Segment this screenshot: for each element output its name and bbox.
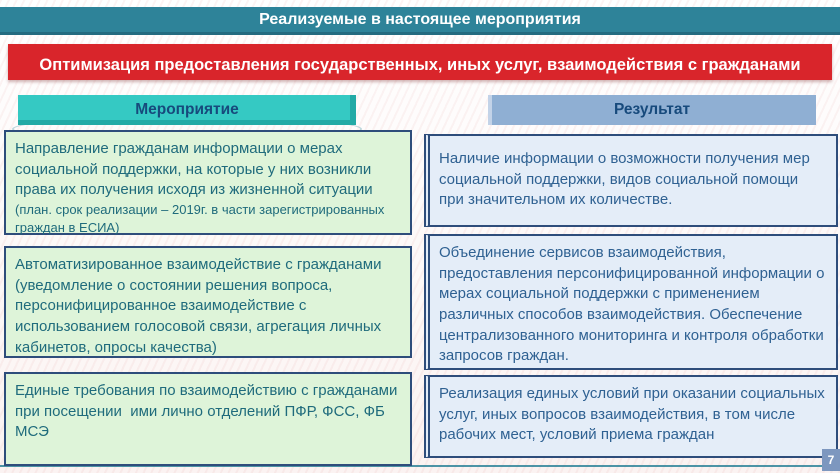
measure-box-3 [4,372,412,466]
measure-box-1-note: (план. срок реализации – 2019г. в части зарегистрированных граждан в ЕСИА) [15,202,389,235]
measure-box-1 [4,130,412,235]
result-box-3 [424,375,838,458]
column-header-measure: Мероприятие [18,95,356,125]
column-header-result: Результат [488,95,816,125]
measure-box-2-text: Автоматизированное взаимодействие с гражданами (уведомление о состоянии решения вопроса, персонифицированное взаимодействие с использованием голосовой связи, агрегация личных кабинетов, опросы качества) [15,256,386,356]
slide-title: Реализуемые в настоящее мероприятия [0,7,840,35]
measure-box-3-text: Единые требования по взаимодействию с гражданами при посещении ими лично отделений ПФР, ФСС, ФБ МСЭ [15,382,402,441]
result-box-2-text: Объединение сервисов взаимодействия, предоставления персонифицированной информации о мерах социальной поддержки с применением различных способов взаимодействия. Обеспечение централизованного мониторинга и контроля обработки запросов граждан. [439,244,829,365]
page-number: 7 [822,449,840,471]
result-box-1 [424,134,838,227]
result-box-3-text: Реализация единых условий при оказании социальных услуг, иных вопросов взаимодействия, в том числе рабочих мест, условий приема граждан [439,385,829,444]
result-box-1-text: Наличие информации о возможности получения мер социальной поддержки, видов социальной помощи при значительном их количестве. [439,150,814,209]
measure-box-2 [4,246,412,358]
result-box-2 [424,234,838,370]
measure-box-1-text: Направление гражданам информации о мерах социальной поддержки, на которые у них возникли права их получения исходя из жизненной ситуации [15,140,376,199]
section-banner: Оптимизация предоставления государственных, иных услуг, взаимодействия с гражданами [8,44,832,80]
